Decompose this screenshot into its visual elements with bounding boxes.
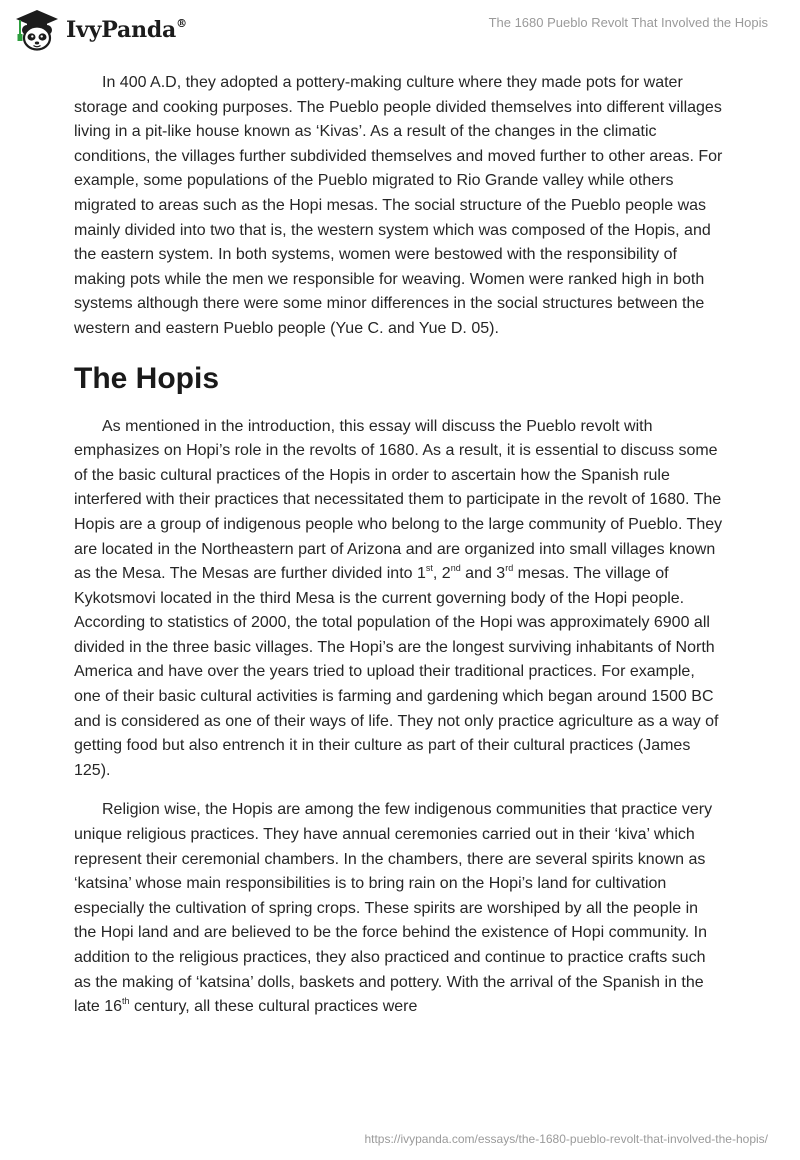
paragraph-hopi-religion: Religion wise, the Hopis are among the few indigenous communities that practice very unique religious practices. They have annual ceremonies carried out in their ‘kiva’ which represent their ceremonial chambers. In the chambers, there are several spirits known as ‘katsina’ whose main responsibilities is to bring rain on the Hopi’s land for cultivation especially the cultivation of spring crops. These spirits are worshiped by all the people in the Hopi land and are believed to be the force behind the existence of Hopi community. In addition to the religious practices, they also practiced and continue to practice crafts such as the making of ‘katsina’ dolls, baskets and pottery. With the arrival of the Spanish in the late 16th century, all these cultural practices were	[74, 801, 713, 1016]
logo-wordmark: IvyPanda®	[66, 16, 187, 43]
section-heading-hopis: The Hopis	[74, 361, 220, 395]
paragraph-pottery-culture: In 400 A.D, they adopted a pottery-making culture where they made pots for water storage and cooking purposes. The Pueblo people divided themselves into different villages living in a pit-like house known as ‘Kivas’. As a result of the changes in the climatic conditions, the villages further subdivided themselves and moved further to other areas. For example, some populations of the Pueblo migrated to Rio Grande valley while others migrated to areas such as the Hopi mesas. The social structure of the Pueblo people was mainly divided into two that is, the western system which was composed of the Hopis, and the eastern system. In both systems, women were bestowed with the responsibility of making pots while the men we responsible for weaving. Women were ranked high in both systems although there were some minor differences in the social structures between the western and eastern Pueblo people (Yue C. and Yue D. 05).	[74, 74, 723, 337]
essay-content	[74, 71, 724, 1035]
source-url[interactable]: https://ivypanda.com/essays/the-1680-pueblo-revolt-that-involved-the-hopis/	[364, 1132, 768, 1146]
paragraph-hopi-overview: As mentioned in the introduction, this essay will discuss the Pueblo revolt with emphasizes on Hopi’s role in the revolts of 1680. As a result, it is essential to discuss some of the basic cultural practices of the Hopis in order to ascertain how the Spanish rule interfered with their practices that necessitated them to participate in the revolt of 1680. The Hopis are a group of indigenous people who belong to the large community of Pueblo. They are located in the Northeastern part of Arizona and are organized into small villages known as the Mesa. The Mesas are further divided into 1st, 2nd and 3rd mesas. The village of Kykotsmovi located in the third Mesa is the current governing body of the Hopi people. According to statistics of 2000, the total population of the Hopi was approximately 6900 all divided in the three basic villages. The Hopi’s are the longest surviving inhabitants of North America and have over the years tried to upload their traditional practices. For example, one of their basic cultural activities is farming and gardening which began around 1500 BC and is considered as one of their ways of life. They not only practice agriculture as a way of getting food but also entrench it in their culture as part of their cultural practices (James 125).	[74, 417, 723, 779]
panda-graduate-icon	[14, 8, 60, 52]
document-title: The 1680 Pueblo Revolt That Involved the Hopis	[488, 15, 768, 30]
page-header	[0, 0, 800, 64]
ivypanda-logo[interactable]	[14, 8, 187, 52]
